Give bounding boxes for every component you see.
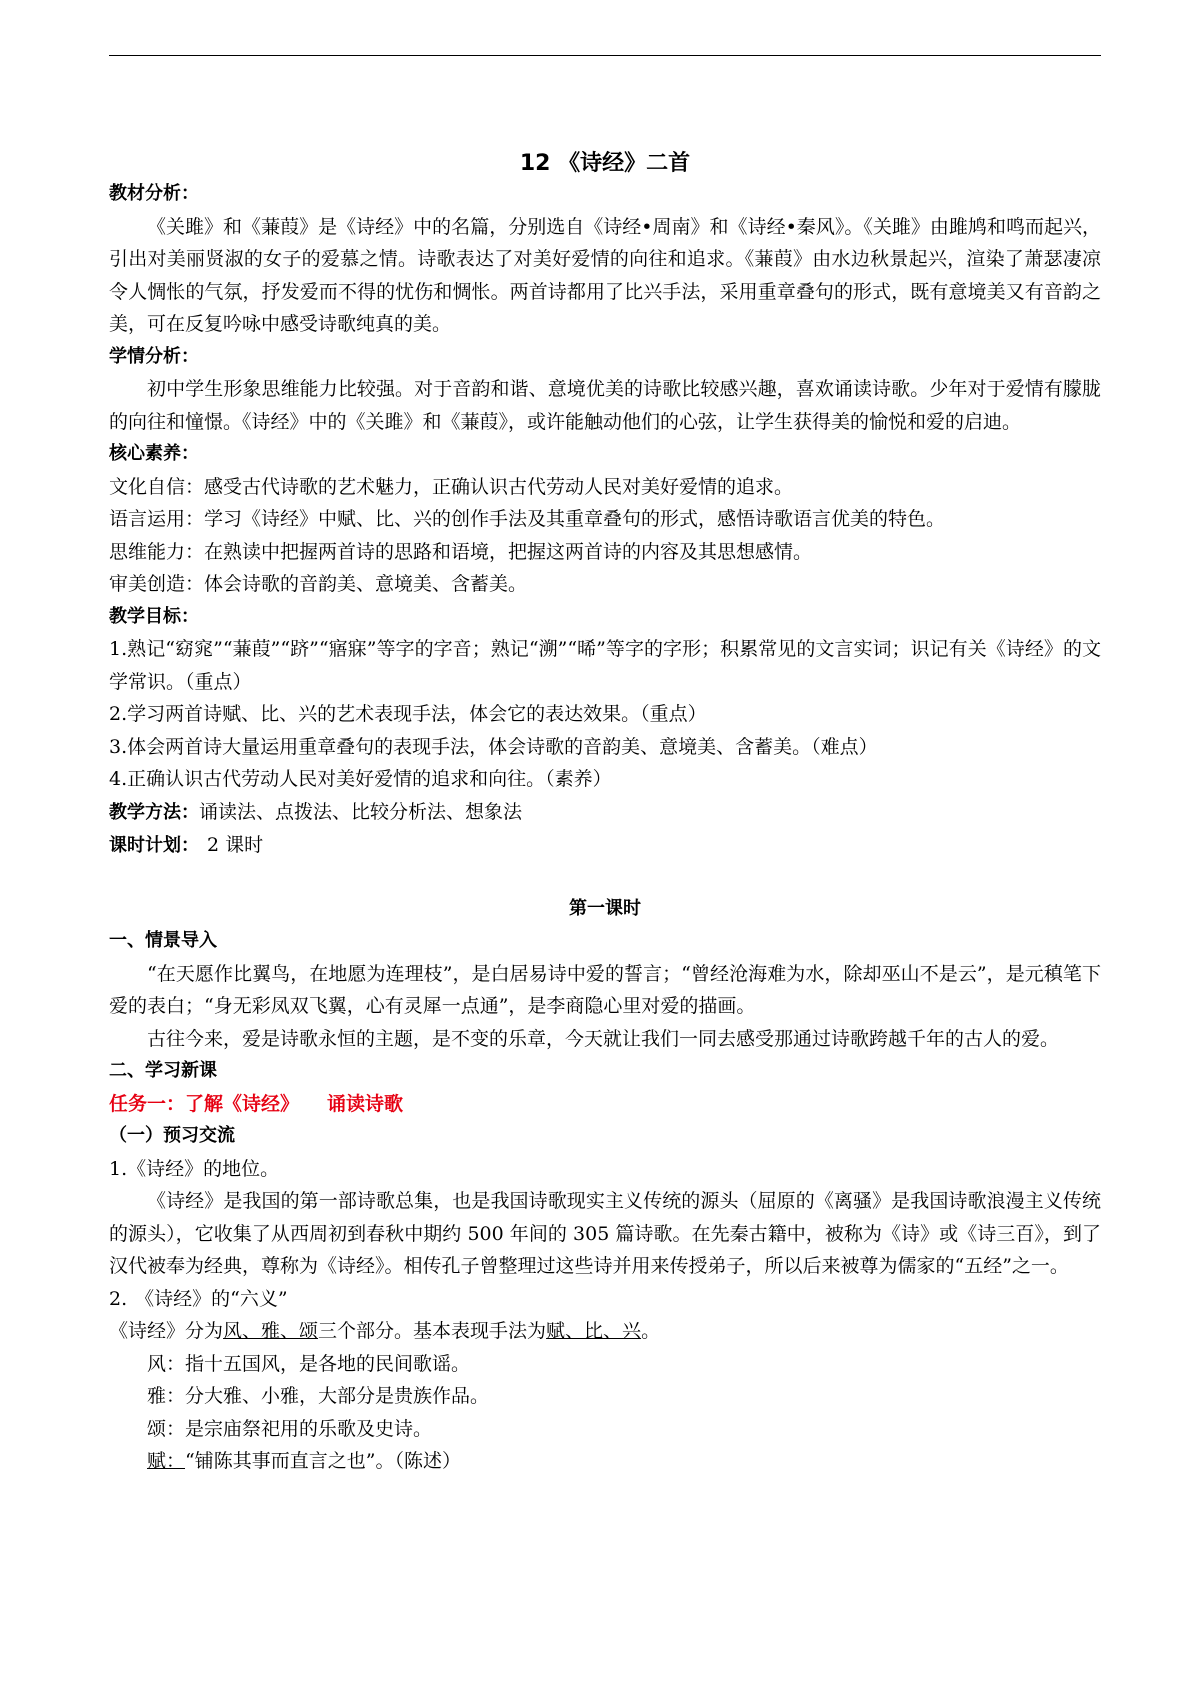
literacy-item: 语言运用：学习《诗经》中赋、比、兴的创作手法及其重章叠句的形式，感悟诗歌语言优美的特色。 [109,508,946,530]
goal-item: 1.熟记“窈窕”“蒹葭”“跻”“寤寐”等字的字音；熟记“溯”“晞”等字的字形；积累常见的文言实词；识记有关《诗经》的文学常识。（重点） [109,638,1101,693]
page-title: 12 《诗经》二首 [519,151,691,176]
task-subtitle: 诵读诗歌 [327,1092,404,1115]
classification-middle: 三个部分。基本表现手法为 [318,1320,547,1342]
header-rule [109,55,1101,56]
methods-text: 诵读法、点拨法、比较分析法、想象法 [199,800,523,823]
goal-item: 2.学习两首诗赋、比、兴的艺术表现手法，体会它的表达效果。（重点） [109,703,707,725]
status-paragraph: 《诗经》是我国的第一部诗歌总集，也是我国诗歌现实主义传统的源头（屈原的《离骚》是我国诗歌浪漫主义传统的源头），它收集了从西周初到春秋中期约 500 年间的 305 篇诗歌。在先秦古籍中，被称为《诗》或《诗三百》，到了汉代被奉为经典，尊称为《诗经》。相传孔子曾整理过这些诗并用来传授弟子，所以后来被尊为儒家的“五经”之一。 [109,1190,1101,1277]
literacy-item: 文化自信：感受古代诗歌的艺术魅力，正确认识古代劳动人民对美好爱情的追求。 [109,475,794,498]
task-title: 任务一：了解《诗经》 [109,1092,300,1115]
question-status: 1.《诗经》的地位。 [109,1157,280,1180]
lesson-title: 第一课时 [569,897,641,919]
intro-heading: 一、情景导入 [109,930,217,951]
question-six-meanings [109,1283,1101,1316]
intro-paragraph: 古往今来，爱是诗歌永恒的主题，是不变的乐章，今天就让我们一同去感受那通过诗歌跨越千年的古人的爱。 [147,1027,1060,1050]
classification-line [109,1315,1101,1348]
goal-item: 4.正确认识古代劳动人民对美好爱情的追求和向往。（素养） [109,768,612,790]
literacy-item: 审美创造：体会诗歌的音韵美、意境美、含蓄美。 [109,573,528,595]
schedule-line [109,829,1101,863]
schedule-heading: 课时计划： [109,835,199,856]
feng-line: 风：指十五国风，是各地的民间歌谣。 [147,1352,471,1375]
parts-underlined: 风、雅、颂 [223,1320,319,1342]
intro-paragraph: “在天愿作比翼鸟，在地愿为连理枝”，是白居易诗中爱的誓言；“曾经沧海难为水，除却巫山不是云”，是元稹笔下爱的表白；“身无彩凤双飞翼，心有灵犀一点通”，是李商隐心里对爱的描画。 [109,962,1101,1017]
subsection-heading: （一）预习交流 [109,1125,235,1146]
document-body [109,146,1101,1478]
methods-underlined: 赋、比、兴 [546,1320,642,1342]
fu-label: 赋： [147,1450,186,1472]
fu-text: “铺陈其事而直言之也”。（陈述） [185,1450,461,1472]
new-lesson-heading: 二、学习新课 [109,1060,217,1081]
material-text: 《关雎》和《蒹葭》是《诗经》中的名篇，分别选自《诗经•周南》和《诗经•秦风》。《关雎》由雎鸠和鸣而起兴，引出对美丽贤淑的女子的爱慕之情。诗歌表达了对美好爱情的向往和追求。《蒹葭》由水边秋景起兴，渲染了萧瑟凄凉令人惆怅的气氛，抒发爱而不得的忧伤和惆怅。两首诗都用了比兴手法，采用重章叠句的形式，既有意境美又有音韵之美，可在反复吟咏中感受诗歌纯真的美。 [109,215,1101,335]
methods-heading: 教学方法： [109,801,199,823]
classification-prefix: 《诗经》分为 [109,1320,224,1342]
schedule-text: 2 课时 [207,834,264,856]
fu-line [109,1445,1101,1478]
task-heading [109,1088,1101,1121]
students-text: 初中学生形象思维能力比较强。对于音韵和谐、意境优美的诗歌比较感兴趣，喜欢诵读诗歌。少年对于爱情有朦胧的向往和憧憬。《诗经》中的《关雎》和《蒹葭》，或许能触动他们的心弦，让学生获得美的愉悦和爱的启迪。 [109,378,1101,433]
question-number: 2. [109,1287,128,1310]
goal-item: 3.体会两首诗大量运用重章叠句的表现手法，体会诗歌的音韵美、意境美、含蓄美。（难点） [109,735,878,758]
question-title: 《诗经》的“六义” [135,1287,288,1310]
song-line: 颂：是宗庙祭祀用的乐歌及史诗。 [147,1417,433,1440]
goals-heading: 教学目标： [109,605,199,627]
methods-line [109,796,1101,830]
students-heading: 学情分析： [109,345,199,367]
material-heading: 教材分析： [109,183,199,204]
ya-line: 雅：分大雅、小雅，大部分是贵族作品。 [147,1385,490,1407]
classification-end: 。 [641,1320,661,1342]
literacy-heading: 核心素养： [109,443,199,464]
literacy-item: 思维能力：在熟读中把握两首诗的思路和语境，把握这两首诗的内容及其思想感情。 [109,540,813,563]
